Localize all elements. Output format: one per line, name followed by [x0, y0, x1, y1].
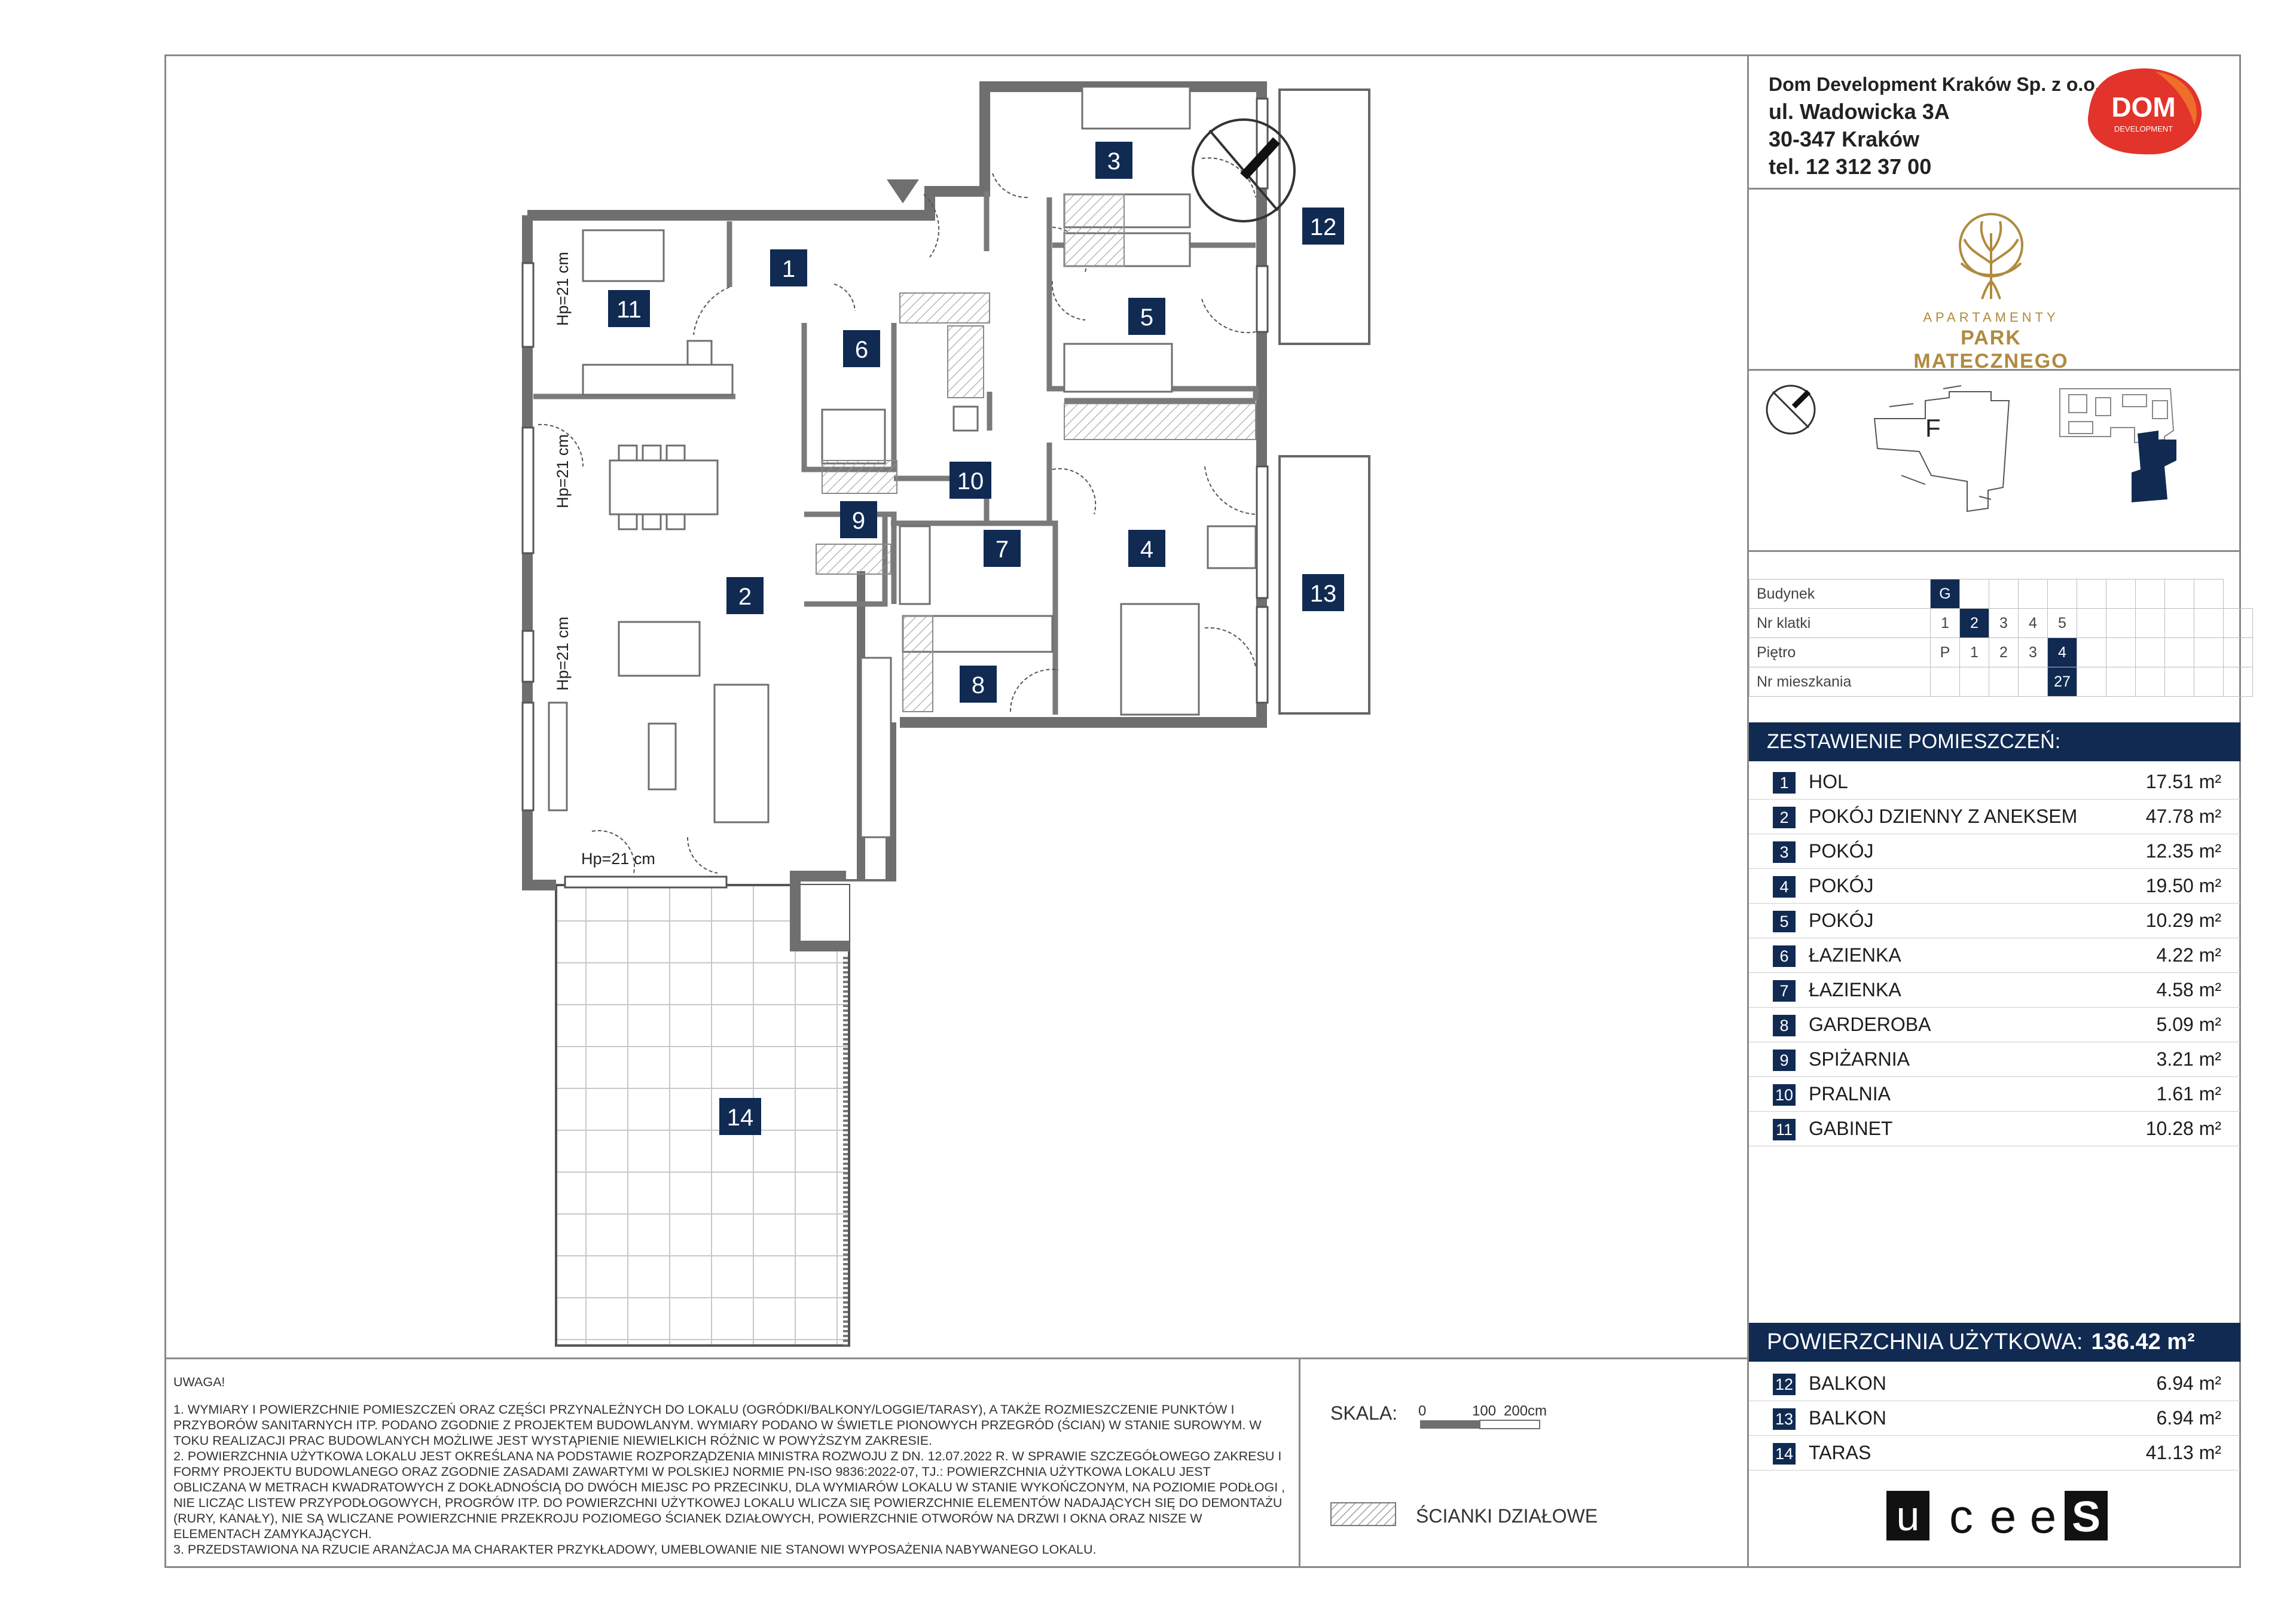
- rooms-list: [1749, 765, 2240, 1146]
- room-number: 6: [1773, 945, 1796, 967]
- hp-label-3: Hp=21 cm: [554, 617, 572, 691]
- scale-tick-200: 200cm: [1504, 1403, 1547, 1419]
- staircase-1: 1: [1931, 609, 1960, 638]
- room-name: POKÓJ: [1809, 840, 1874, 862]
- apartment-number-label: Nr mieszkania: [1750, 667, 1931, 697]
- floor-1: 1: [1960, 638, 1989, 667]
- uceess-logo: [1886, 1490, 2108, 1543]
- notes-heading: UWAGA!: [173, 1375, 225, 1389]
- room-name: ŁAZIENKA: [1809, 944, 1901, 966]
- notes-paragraph-3: 3. PRZEDSTAWIONA NA RZUCIE ARANŻACJA MA CHARAKTER PRZYKŁADOWY, UMEBLOWANIE NIE STANOWI WYPOSAŻENIA NABYWANEGO LOKALU.: [173, 1542, 1097, 1557]
- room-row: [1749, 904, 2240, 938]
- extra-area: 6.94 m²: [2156, 1407, 2221, 1429]
- walls-legend-label: ŚCIANKI DZIAŁOWE: [1416, 1505, 1598, 1527]
- coffee-table: [649, 724, 676, 789]
- staircase-5: 5: [2048, 609, 2077, 638]
- dom-development-logo: [2084, 66, 2206, 158]
- terrace: [556, 885, 849, 1346]
- room-row: [1749, 1112, 2240, 1146]
- company-city: 30-347 Kraków: [1769, 127, 1920, 151]
- room-area: 10.28 m²: [2145, 1118, 2221, 1139]
- room-number: 1: [1773, 772, 1796, 794]
- room-label-4: 4: [1140, 536, 1154, 563]
- room-name: POKÓJ: [1809, 910, 1874, 931]
- hp-label-2: Hp=21 cm: [554, 434, 572, 508]
- shower-6: [822, 410, 885, 463]
- walls-legend-swatch: [1330, 1502, 1396, 1526]
- company-info: [1769, 71, 2100, 181]
- apartment-number-value: 27: [2048, 667, 2077, 697]
- room-area: 4.22 m²: [2156, 944, 2221, 966]
- room-label-6: 6: [854, 337, 869, 363]
- building-value: G: [1931, 579, 1960, 609]
- apartment-info-table: [1749, 579, 2253, 697]
- extra-number: 14: [1773, 1443, 1796, 1465]
- room-number: 8: [1773, 1015, 1796, 1036]
- room-label-12: 12: [1309, 214, 1337, 240]
- chair-11: [688, 341, 712, 365]
- extra-number: 13: [1773, 1408, 1796, 1430]
- room-area: 1.61 m²: [2156, 1083, 2221, 1105]
- extra-name: BALKON: [1809, 1407, 1886, 1429]
- svg-text:e: e: [1989, 1490, 2017, 1543]
- room-label-3: 3: [1107, 148, 1121, 175]
- extra-row: [1749, 1401, 2240, 1436]
- room-number: 5: [1773, 911, 1796, 932]
- sofa-11: [583, 230, 664, 281]
- extra-number: 12: [1773, 1374, 1796, 1395]
- room-name: PRALNIA: [1809, 1083, 1891, 1105]
- extra-name: BALKON: [1809, 1372, 1886, 1394]
- room-area: 5.09 m²: [2156, 1014, 2221, 1035]
- room-label-10: 10: [957, 468, 984, 495]
- armchair-sofa: [619, 622, 700, 676]
- usable-area-bar: [1749, 1323, 2240, 1362]
- room-number: 3: [1773, 841, 1796, 863]
- scale-bar: [1417, 1402, 1547, 1444]
- staircase-4: 4: [2019, 609, 2048, 638]
- room-number: 11: [1773, 1119, 1796, 1140]
- room-label-11: 11: [616, 297, 642, 323]
- bed-3: [1082, 87, 1190, 129]
- tv-unit: [549, 703, 567, 810]
- project-name-line2: PARK MATECZNEGO: [1913, 327, 2069, 373]
- site-key-map: [1752, 371, 2236, 538]
- staircase-label: Nr klatki: [1750, 609, 1931, 638]
- floor-3: 3: [2019, 638, 2048, 667]
- extra-row: [1749, 1366, 2240, 1401]
- room-number: 7: [1773, 980, 1796, 1002]
- room-label-5: 5: [1140, 304, 1154, 331]
- floor-label: Piętro: [1750, 638, 1931, 667]
- room-name: SPIŻARNIA: [1809, 1048, 1910, 1070]
- rooms-title: ZESTAWIENIE POMIESZCZEŃ:: [1749, 722, 2240, 761]
- kitchen-counter: [861, 658, 891, 837]
- room-row: [1749, 869, 2240, 904]
- room-label-13: 13: [1309, 581, 1337, 607]
- notes-paragraph-2: 2. POWIERZCHNIA UŻYTKOWA LOKALU JEST OKREŚLANA NA PODSTAWIE ROZPORZĄDZENIA MINISTRA ROZWOJU Z DN. 12.07.2022 R. W SPRAWIE SZCZEGÓŁOWEGO ZAKRESU I FORMY PROJEKTU BUDOWLANEGO ORAZ ZGODNIE ZASADAMI ZAWARTYMI W POLSKIEJ NORMIE PN-ISO 9836:2022-07, TJ.: POWIERZCHNIA UŻYTKOWA LOKALU JEST OBLICZANA W METRACH KWADRATOWYCH Z DOKŁADNOŚCIĄ DO DWÓCH MIEJSC PO PRZECINKU, DLA WYMIARÓW LOKALU W STANIE WYKOŃCZONYM, NA POZIOMIE PODŁOGI , NIE LICZĄC LISTEW PRZYPODŁOGOWYCH, PROGRÓW ITP. DO POWIERZCHNI UŻYTKOWEJ LOKALU WLICZA SIĘ POWIERZCHNIE ELEMENTÓW NADAJĄCYCH SIĘ DO DEMONTAŻU (RURY, KANAŁY), NIE SĄ WLICZANE POWIERZCHNIE PRZEKROJU POZIOMEGO ŚCIANEK DZIAŁOWYCH, POWIERZCHNIE OTWORÓW NA DRZWI I OKNA ORAZ NISZE W ELEMENTACH ZAMYKAJĄCYCH.: [173, 1449, 1286, 1541]
- company-name: Dom Development Kraków Sp. z o.o.: [1769, 74, 2100, 95]
- room-row: [1749, 1008, 2240, 1042]
- room-area: 19.50 m²: [2145, 875, 2221, 896]
- hp-label-4: Hp=21 cm: [581, 850, 655, 868]
- svg-text:S: S: [2071, 1493, 2101, 1541]
- building-letter: F: [1925, 414, 1941, 442]
- room-name: GABINET: [1809, 1118, 1893, 1139]
- scale-label: SKALA:: [1330, 1402, 1398, 1424]
- staircase-2: 2: [1960, 609, 1989, 638]
- dining-table: [610, 460, 718, 514]
- room-label-14: 14: [726, 1105, 754, 1131]
- room-row: [1749, 1077, 2240, 1112]
- divider-logo: [1747, 188, 2241, 190]
- usable-area-label: POWIERZCHNIA UŻYTKOWA:: [1767, 1329, 2083, 1354]
- extras-list: [1749, 1366, 2240, 1471]
- room-name: ŁAZIENKA: [1809, 979, 1901, 1000]
- bed-5: [1064, 344, 1172, 392]
- floor-p: P: [1931, 638, 1960, 667]
- room-number: 10: [1773, 1084, 1796, 1106]
- room-area: 17.51 m²: [2145, 771, 2221, 792]
- project-name-line1: APARTAMENTY: [1923, 310, 2059, 325]
- room-area: 3.21 m²: [2156, 1048, 2221, 1070]
- room-label-8: 8: [971, 672, 985, 698]
- room-number: 2: [1773, 807, 1796, 828]
- project-logo: [1883, 209, 2099, 373]
- room-number: 4: [1773, 876, 1796, 898]
- building-outline: [1874, 386, 2009, 511]
- room-number: 9: [1773, 1050, 1796, 1071]
- divider-table: [1747, 550, 2241, 552]
- svg-text:u: u: [1896, 1493, 1920, 1539]
- desk-11: [583, 365, 732, 395]
- room-area: 4.58 m²: [2156, 979, 2221, 1000]
- room-row: [1749, 938, 2240, 973]
- room-area: 47.78 m²: [2145, 806, 2221, 827]
- floor-4: 4: [2048, 638, 2077, 667]
- room-label-9: 9: [851, 508, 866, 534]
- room-name: POKÓJ DZIENNY Z ANEKSEM: [1809, 806, 2078, 827]
- entrance-marker-icon: [887, 179, 919, 203]
- main-sofa: [715, 685, 768, 822]
- staircase-3: 3: [1989, 609, 2019, 638]
- room-name: GARDEROBA: [1809, 1014, 1931, 1035]
- building-label: Budynek: [1750, 579, 1931, 609]
- room-area: 12.35 m²: [2145, 840, 2221, 862]
- extra-area: 6.94 m²: [2156, 1372, 2221, 1394]
- company-phone: tel. 12 312 37 00: [1769, 154, 1932, 179]
- divider-notes-scale: [1299, 1357, 1300, 1568]
- notes-section: [173, 1374, 1286, 1557]
- dom-logo-subtext: DEVELOPMENT: [2114, 124, 2173, 133]
- bed-4: [1121, 604, 1199, 715]
- floor-plan: [0, 0, 1337, 1357]
- room-name: POKÓJ: [1809, 875, 1874, 896]
- room-row: [1749, 973, 2240, 1008]
- company-street: ul. Wadowicka 3A: [1769, 99, 1950, 124]
- washer-10: [954, 407, 978, 431]
- desk-4: [1208, 526, 1256, 568]
- highlighted-building: [2132, 431, 2176, 502]
- room-label-1: 1: [781, 256, 796, 282]
- extra-name: TARAS: [1809, 1442, 1871, 1463]
- room-row: [1749, 765, 2240, 800]
- compass-small-icon: [1767, 386, 1815, 434]
- scale-tick-0: 0: [1418, 1403, 1427, 1419]
- floor-2: 2: [1989, 638, 2019, 667]
- tree-emblem-icon: [1952, 209, 2030, 305]
- notes-paragraph-1: 1. WYMIARY I POWIERZCHNIE POMIESZCZEŃ ORAZ CZĘŚCI PRZYNALEŻNYCH DO LOKALU (OGRÓDKI/BALKONY/LOGGIE/TARASY), A TAKŻE ROZMIESZCZENIE PUNKTÓW I PRZYBORÓW SANITARNYCH ITP. PODANO ZGODNIE Z PROJEKTEM BUDOWLANYM. WYMIARY PODANO W ŚWIETLE PIONOWYCH PRZEGRÓD (ŚCIAN) W STANIE SUROWYM. W TOKU REALIZACJI PRAC BUDOWLANYCH MOŻLIWE JEST WYSTĄPIENIE NIEWIELKICH RÓŻNIC W POWYŻSZYM ZAKRESIE.: [173, 1402, 1262, 1448]
- room-area: 10.29 m²: [2145, 910, 2221, 931]
- bathtub-7: [900, 526, 930, 604]
- extra-area: 41.13 m²: [2145, 1442, 2221, 1463]
- divider-notes: [164, 1357, 1749, 1359]
- scale-tick-100: 100: [1472, 1403, 1497, 1419]
- extra-row: [1749, 1436, 2240, 1471]
- svg-text:c: c: [1949, 1490, 1973, 1543]
- room-name: HOL: [1809, 771, 1848, 792]
- dom-logo-text: DOM: [2111, 91, 2176, 123]
- hp-label-1: Hp=21 cm: [554, 252, 572, 326]
- room-row: [1749, 834, 2240, 869]
- room-label-7: 7: [995, 536, 1009, 563]
- usable-area-value: 136.42 m²: [2091, 1329, 2195, 1354]
- room-row: [1749, 800, 2240, 834]
- room-row: [1749, 1042, 2240, 1077]
- svg-text:e: e: [2029, 1490, 2057, 1543]
- room-label-2: 2: [738, 584, 752, 610]
